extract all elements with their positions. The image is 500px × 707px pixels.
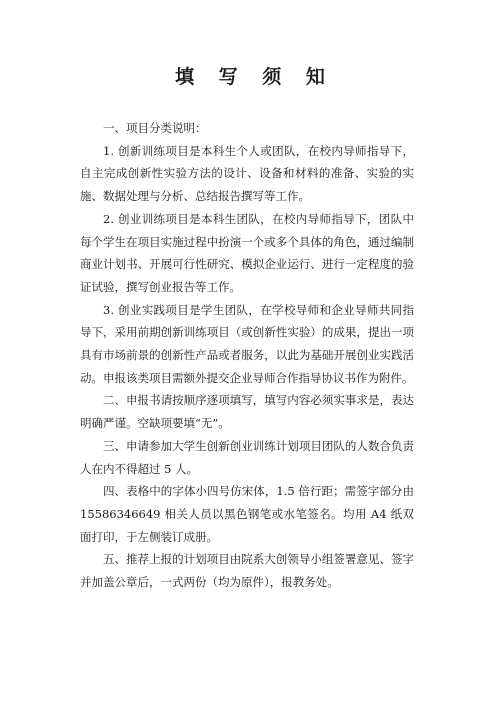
section-heading-project-types: 一、项目分类说明： xyxy=(103,121,207,135)
paragraph-submission: 五、推荐上报的计划项目由院系大创领导小组签署意见、签字并加盖公章后，一式两份（均为原件），报教务处。 xyxy=(80,552,414,590)
document-body xyxy=(80,117,414,594)
document-title: 填 写 须 知 xyxy=(175,66,334,88)
paragraph-entrepreneurship-training: 2. 创业训练项目是本科生团队，在校内导师指导下，团队中每个学生在项目实施过程中扮演一个或多个具体的角色，通过编制商业计划书、开展可行性研究、模拟企业运行、进行一定程度的验证试验，撰写创业报告等工作。 xyxy=(80,211,414,294)
paragraph-innovation-training: 1. 创新训练项目是本科生个人或团队，在校内导师指导下，自主完成创新性实验方法的设计、设备和材料的准备、实验的实施、数据处理与分析、总结报告撰写等工作。 xyxy=(80,143,414,204)
paragraph-entrepreneurship-practice: 3. 创业实践项目是学生团队，在学校导师和企业导师共同指导下，采用前期创新训练项目（或创新性实验）的成果，提出一项具有市场前景的创新性产品或者服务，以此为基础开展创业实践活动。申报该类项目需额外提交企业导师合作指导协议书作为附件。 xyxy=(80,302,414,385)
paragraph-format: 四、表格中的字体小四号仿宋体，1.5 倍行距；需签字部分由 15586346649 相关人员以黑色钢笔或水笔签名。均用 A4 纸双面打印，于左侧装订成册。 xyxy=(80,484,414,544)
paragraph-fill-order: 二、申报书请按顺序逐项填写，填写内容必须实事求是，表达明确严谨。空缺项要填“无”。 xyxy=(80,393,414,431)
paragraph-team-size: 三、申请参加大学生创新创业训练计划项目团队的人数合负责人在内不得超过 5 人。 xyxy=(80,438,414,476)
